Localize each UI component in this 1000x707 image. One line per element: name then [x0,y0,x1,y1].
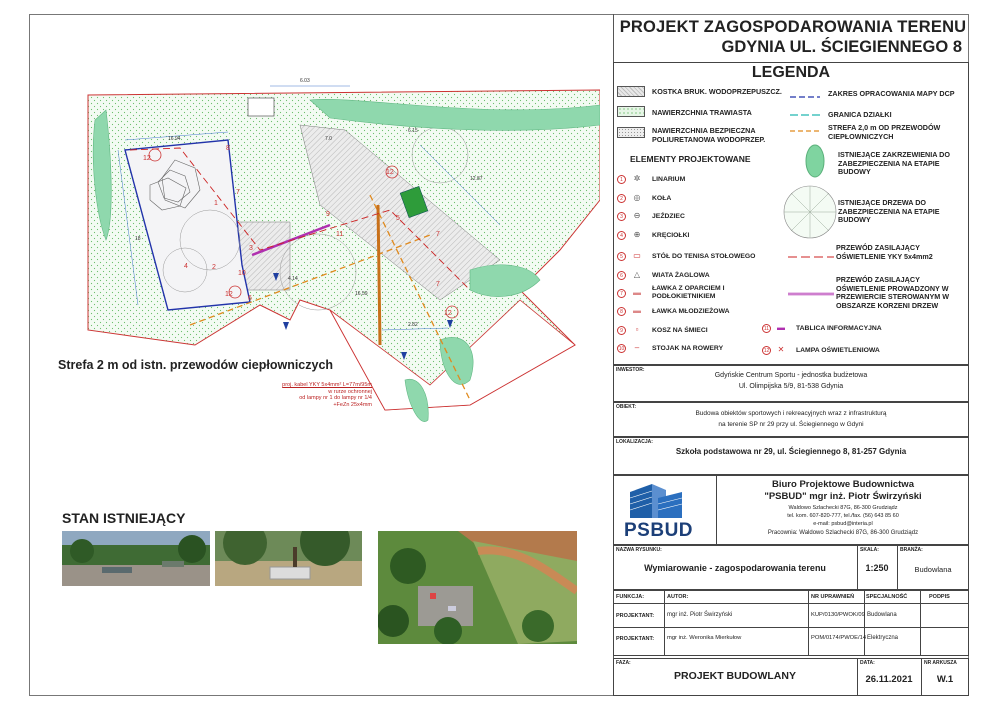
branch-value: Budowlana [914,565,952,574]
location-value: Szkoła podstawowa nr 29, ul. Ściegiennego 8, 81-257 Gdynia [675,447,907,456]
date-label: DATA: [860,660,875,666]
object-label: OBIEKT: [616,404,636,410]
svg-text:11: 11 [336,231,344,238]
elements-heading: ELEMENTY PROJEKTOWANE [630,154,751,164]
dim-5: 16.59 [355,291,368,297]
svg-text:12: 12 [225,291,233,298]
legend-polyurethane-label: NAWIERZCHNIA BEZPIECZNA POLIURETANOWA WODOPRZEP. [652,126,766,144]
dim-8: 7.0 [325,136,332,142]
sail-shade-icon: △ [633,270,641,279]
legend-survey-label: ZAKRES OPRACOWANIA MAPY DCP [828,89,955,98]
phase-label: FAZA: [616,660,631,666]
svg-text:10: 10 [238,270,246,277]
element-label-8: ŁAWKA MŁODZIEŻOWA [652,308,730,315]
wheels-icon: ◎ [633,193,641,202]
svg-text:4: 4 [184,263,188,270]
row1-license: KUP/0130/PWOK/09 [811,612,865,618]
svg-text:12: 12 [143,155,151,162]
photo-table-tennis [62,531,210,586]
youth-bench-icon: ▬ [633,306,641,315]
legend-trees-label: ISTNIEJĄCE DRZEWA DO ZABEZPIECZENIA NA ETAPIE BUDOWY [838,198,940,224]
office-email: e-mail: psbud@interia.pl [813,521,873,527]
legend-heating-label: STREFA 2,0 m OD PRZEWODÓW CIEPŁOWNICZYCH [828,123,941,141]
legend-cable-label: PRZEWÓD ZASILAJĄCY OŚWIETLENIE YKY 5x4mm2 [836,243,933,261]
project-title: PROJEKT ZAGOSPODAROWANIA TERENU [619,18,967,36]
cable-note-line2: w rurze ochronnej [328,388,372,395]
object-line2: na terenie SP nr 29 przy ul. Ściegiennego w Gdyni [718,421,864,428]
row1-author: mgr inż. Piotr Świrzyński [667,612,733,618]
header-signature: PODPIS [929,594,950,600]
scale-label: SKALA: [860,547,879,553]
svg-text:12: 12 [386,169,394,176]
svg-text:12: 12 [444,310,452,317]
row2-license: POM/0174/PWOE/14 [811,635,867,641]
element-number-9: 9 [617,326,626,335]
element-number-6: 6 [617,271,626,280]
header-specialty: SPECJALNOŚĆ [866,594,908,600]
linarium-icon: ✲ [633,174,641,183]
zone-label: Strefa 2 m od istn. przewodów ciepłowniczych [58,358,334,372]
element-label-12: LAMPA OŚWIETLENIOWA [796,347,880,354]
element-label-2: KOŁA [652,195,672,202]
svg-text:3: 3 [249,245,253,252]
svg-text:1: 1 [214,200,218,207]
paving-swatch [617,86,645,97]
row1-function: PROJEKTANT: [616,613,655,619]
element-label-4: KRĘCIOŁKI [652,232,690,239]
legend-boundary-label: GRANICA DZIAŁKI [828,110,892,119]
row1-specialty: Budowlana [867,612,897,618]
header-author: AUTOR: [667,594,689,600]
element-number-7: 7 [617,289,626,298]
object-line1: Budowa obiektów sportowych i rekreacyjnych wraz z infrastrukturą [695,410,887,417]
element-number-1: 1 [617,175,626,184]
element-label-7: ŁAWKA Z OPARCIEM I PODŁOKIETNIKIEM [652,285,725,300]
info-board-icon: ▬ [777,323,785,332]
investor-address: Ul. Olimpijska 5/9, 81-538 Gdynia [738,383,844,390]
drawing-name-label: NAZWA RYSUNKU: [616,547,662,553]
element-number-10: 10 [618,346,625,352]
legend-line-samples [788,86,824,146]
element-label-9: KOSZ NA ŚMIECI [652,327,708,334]
dim-9: 6.15 [408,128,418,134]
drawing-name: Wymiarowanie - zagospodarowania terenu [644,563,826,573]
svg-text:7: 7 [436,231,440,238]
cable-note [257,382,372,408]
element-label-11: TABLICA INFORMACYJNA [796,325,882,332]
row2-author: mgr inż. Weronika Mierkułow [667,635,742,641]
existing-heading: STAN ISTNIEJĄCY [62,510,186,526]
shrub-icon [800,143,830,179]
office-workshop: Pracownia: Waldowo Szlachecki 87G, 86-300 Grudziądz [767,530,919,536]
cable-note-line4: +FeZn 25x4mm [333,401,372,408]
element-label-3: JEŹDZIEC [652,213,685,220]
bike-rack-icon: – [634,343,640,352]
element-label-10: STOJAK NA ROWERY [652,345,724,352]
cable-note-line1: proj. kabel YKY 5x4mm² L=77m/95m [282,382,372,388]
spinner-icon: ⊕ [633,230,641,239]
element-number-2: 2 [617,194,626,203]
psbud-logo-icon [622,478,690,522]
legend-drilled-cable-label: PRZEWÓD ZASILAJĄCY OŚWIETLENIE PROWADZONY W PRZEWIERCIE STEROWANYM W OBSZARZE KORZENI DRZEW [836,275,950,310]
sheet-value: W.1 [936,674,954,685]
office-name-1: Biuro Projektowe Budownictwa [772,479,914,490]
polyurethane-swatch [617,127,645,138]
branch-label: BRANŻA: [900,547,923,553]
header-license: NR UPRAWNIEŃ [811,594,855,600]
phase-value: PROJEKT BUDOWLANY [674,670,796,682]
element-label-5: STÓŁ DO TENISA STOŁOWEGO [652,253,756,260]
svg-text:8: 8 [226,145,230,152]
row2-function: PROJEKTANT: [616,636,655,642]
office-name-2: "PSBUD" mgr inż. Piotr Świrzyński [764,491,922,502]
investor-label: INWESTOR: [616,367,645,373]
object-box [613,402,969,437]
cable-note-line3: od lampy nr 1 do lampy nr 1/4 [299,395,372,401]
legend-heading: LEGENDA [751,64,831,81]
photo-aerial-view [378,531,577,644]
sheet-label: NR ARKUSZA [924,660,957,666]
grass-swatch [617,106,645,117]
svg-text:6: 6 [248,295,252,302]
photo-shelter-trees [215,531,362,586]
table-tennis-icon: ▭ [633,251,641,260]
investor-name: Gdyńskie Centrum Sportu - jednostka budżetowa [714,372,868,379]
header-function: FUNKCJA: [616,594,645,600]
element-number-3: 3 [617,212,626,221]
element-number-11: 11 [763,326,770,332]
project-subtitle: GDYNIA UL. ŚCIEGIENNEGO 8 [721,38,962,56]
svg-text:5: 5 [396,215,400,222]
logo-text: PSBUD [624,520,694,541]
svg-text:7: 7 [436,281,440,288]
legend-paving-label: KOSTKA BRUK. WODOPRZEPUSZCZ. [652,87,782,96]
dim-6: 2.82 [408,322,418,328]
element-number-12: 12 [763,348,770,354]
office-phone: tel. kom. 607-820-777, tel./fax. (56) 643 85 60 [787,513,899,519]
dim-3: 18 [135,236,141,242]
row2-specialty: Elektryczna [867,635,899,641]
legend-cable-samples [786,240,836,310]
svg-text:9: 9 [326,211,330,218]
rider-icon: ⊖ [633,211,641,220]
dim-2: 16.94 [168,136,181,142]
element-number-4: 4 [617,231,626,240]
element-label-6: WIATA ŻAGLOWA [652,272,710,279]
trash-bin-icon: ▫ [635,325,639,334]
lamp-icon: ✕ [777,345,785,354]
svg-text:2: 2 [212,264,216,271]
drainage-line [378,205,380,345]
dim-1: 6.03 [300,78,310,84]
location-label: LOKALIZACJA: [616,439,653,445]
tree-icon [782,184,838,240]
legend-grass-label: NAWIERZCHNIA TRAWIASTA [652,108,752,117]
bench-armrest-icon: ▬ [633,288,641,297]
location-box [613,437,969,475]
dim-4: 12.87 [470,176,483,182]
date-value: 26.11.2021 [865,674,913,685]
element-number-8: 8 [617,307,626,316]
element-label-1: LINARIUM [652,176,686,183]
scale-value: 1:250 [865,563,889,573]
svg-text:7: 7 [236,189,240,196]
element-number-5: 5 [617,252,626,261]
dim-7: 4.14 [288,276,298,282]
office-address: Waldowo Szlachecki 87G, 86-300 Grudziądz [788,505,898,511]
legend-shrubs-label: ISTNIEJĄCE ZAKRZEWIENIA DO ZABEZPIECZENIA NA ETAPIE BUDOWY [838,150,950,176]
